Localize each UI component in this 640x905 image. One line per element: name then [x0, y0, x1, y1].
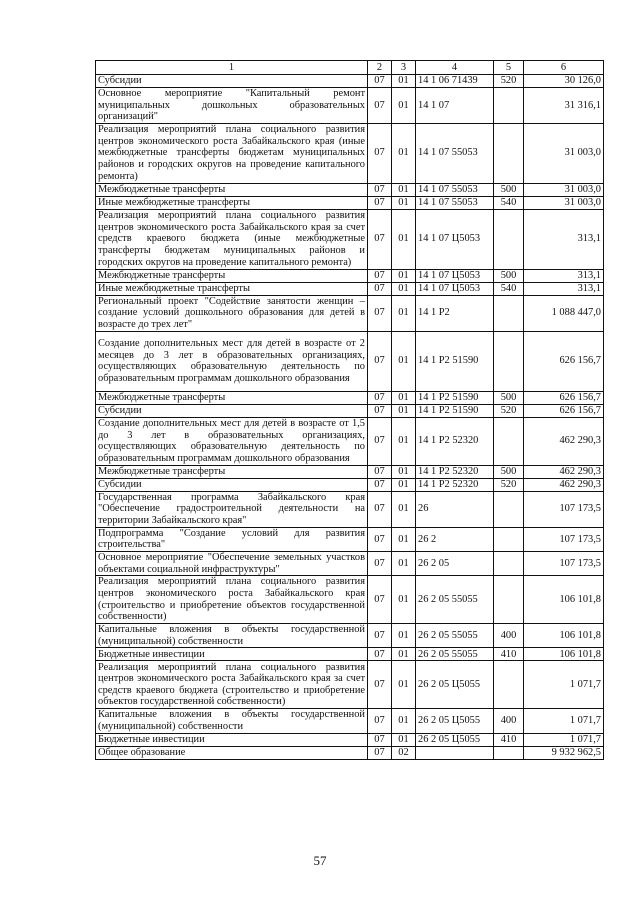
row-subsection: 01	[392, 183, 416, 196]
row-subsection: 01	[392, 282, 416, 295]
row-amount: 313,1	[524, 209, 604, 269]
row-expense-type	[494, 123, 524, 183]
row-name: Реализация мероприятий плана социального развития центров экономического роста Забайкальского края (иные межбюджетные трансферты бюджетам муниципальных районов и городских округов на проведение капитального ремонта)	[96, 123, 368, 183]
row-expense-type	[494, 661, 524, 709]
table-row	[96, 551, 604, 575]
row-amount: 626 156,7	[524, 404, 604, 417]
row-name: Межбюджетные трансферты	[96, 269, 368, 282]
header-col-3: 3	[392, 61, 416, 75]
row-target-article: 26 2	[416, 527, 494, 551]
row-amount: 31 003,0	[524, 123, 604, 183]
table-row	[96, 576, 604, 624]
row-subsection: 01	[392, 88, 416, 124]
row-subsection: 01	[392, 576, 416, 624]
row-expense-type: 500	[494, 269, 524, 282]
table-row	[96, 491, 604, 527]
row-expense-type	[494, 331, 524, 391]
row-name: Создание дополнительных мест для детей в возрасте от 2 месяцев до 3 лет в образовательных организациях, осуществляющих образовательную деятельность по образовательным программам дошкольного образования	[96, 331, 368, 391]
table-row	[96, 183, 604, 196]
row-section: 07	[368, 551, 392, 575]
row-subsection: 01	[392, 661, 416, 709]
table-row	[96, 624, 604, 648]
table-row	[96, 88, 604, 124]
row-amount: 106 101,8	[524, 624, 604, 648]
page-number: 57	[313, 853, 327, 868]
budget-table	[95, 60, 604, 760]
row-subsection: 01	[392, 417, 416, 465]
row-expense-type	[494, 88, 524, 124]
row-expense-type: 540	[494, 196, 524, 209]
row-name: Межбюджетные трансферты	[96, 391, 368, 404]
row-amount: 9 932 962,5	[524, 746, 604, 759]
table-row	[96, 269, 604, 282]
row-section: 07	[368, 183, 392, 196]
row-target-article: 26 2 05	[416, 551, 494, 575]
row-section: 07	[368, 465, 392, 478]
row-name: Иные межбюджетные трансферты	[96, 282, 368, 295]
row-expense-type	[494, 417, 524, 465]
row-section: 07	[368, 576, 392, 624]
row-name: Государственная программа Забайкальского края "Обеспечение градостроительной деятельности на территории Забайкальского края"	[96, 491, 368, 527]
row-section: 07	[368, 478, 392, 491]
table-row	[96, 527, 604, 551]
row-subsection: 01	[392, 209, 416, 269]
row-amount: 106 101,8	[524, 648, 604, 661]
row-amount: 106 101,8	[524, 576, 604, 624]
table-row	[96, 295, 604, 331]
row-name: Реализация мероприятий плана социального развития центров экономического роста Забайкальского края за счет средств краевого бюджета (строительство и приобретение объектов государственной собственности)	[96, 661, 368, 709]
header-col-4: 4	[416, 61, 494, 75]
row-section: 07	[368, 709, 392, 733]
row-subsection: 01	[392, 295, 416, 331]
row-target-article: 14 1 P2 51590	[416, 404, 494, 417]
table-row	[96, 661, 604, 709]
row-name: Межбюджетные трансферты	[96, 465, 368, 478]
row-target-article: 26 2 05 Ц5055	[416, 661, 494, 709]
header-col-5: 5	[494, 61, 524, 75]
row-target-article: 26 2 05 55055	[416, 624, 494, 648]
row-expense-type: 500	[494, 465, 524, 478]
table-row	[96, 282, 604, 295]
row-expense-type: 400	[494, 709, 524, 733]
table-body	[96, 75, 604, 760]
row-section: 07	[368, 88, 392, 124]
row-subsection: 01	[392, 478, 416, 491]
row-target-article: 14 1 P2	[416, 295, 494, 331]
row-name: Иные межбюджетные трансферты	[96, 196, 368, 209]
row-name: Субсидии	[96, 478, 368, 491]
budget-table-container	[95, 60, 603, 760]
header-col-2: 2	[368, 61, 392, 75]
row-target-article: 14 1 07	[416, 88, 494, 124]
row-name: Межбюджетные трансферты	[96, 183, 368, 196]
row-expense-type: 520	[494, 404, 524, 417]
row-expense-type	[494, 746, 524, 759]
row-section: 07	[368, 75, 392, 88]
row-section: 07	[368, 404, 392, 417]
row-expense-type	[494, 551, 524, 575]
table-row	[96, 391, 604, 404]
row-expense-type	[494, 491, 524, 527]
row-name: Основное мероприятие "Капитальный ремонт муниципальных дошкольных образовательных организаций"	[96, 88, 368, 124]
row-target-article: 14 1 07 Ц5053	[416, 269, 494, 282]
row-target-article	[416, 746, 494, 759]
row-name: Реализация мероприятий плана социального развития центров экономического роста Забайкальского края (строительство и приобретение объектов государственной собственности)	[96, 576, 368, 624]
row-expense-type: 520	[494, 75, 524, 88]
row-expense-type: 540	[494, 282, 524, 295]
row-expense-type: 400	[494, 624, 524, 648]
row-section: 07	[368, 295, 392, 331]
row-amount: 31 003,0	[524, 196, 604, 209]
table-row	[96, 417, 604, 465]
row-amount: 107 173,5	[524, 491, 604, 527]
row-subsection: 01	[392, 196, 416, 209]
row-subsection: 01	[392, 491, 416, 527]
row-target-article: 14 1 P2 51590	[416, 331, 494, 391]
row-section: 07	[368, 196, 392, 209]
header-col-6: 6	[524, 61, 604, 75]
row-name: Капитальные вложения в объекты государственной (муниципальной) собственности	[96, 709, 368, 733]
row-name: Бюджетные инвестиции	[96, 648, 368, 661]
row-section: 07	[368, 746, 392, 759]
row-amount: 1 071,7	[524, 709, 604, 733]
row-name: Общее образование	[96, 746, 368, 759]
row-name: Реализация мероприятий плана социального развития центров экономического роста Забайкальского края за счет средств краевого бюджета (иные межбюджетные трансферты бюджетам муниципальных районов и городских округов на проведение капитального ремонта)	[96, 209, 368, 269]
row-name: Капитальные вложения в объекты государственной (муниципальной) собственности	[96, 624, 368, 648]
row-amount: 31 316,1	[524, 88, 604, 124]
row-expense-type	[494, 209, 524, 269]
row-section: 07	[368, 648, 392, 661]
row-target-article: 14 1 07 55053	[416, 123, 494, 183]
row-amount: 462 290,3	[524, 478, 604, 491]
row-subsection: 01	[392, 527, 416, 551]
table-row	[96, 404, 604, 417]
row-subsection: 01	[392, 391, 416, 404]
row-subsection: 01	[392, 75, 416, 88]
row-amount: 107 173,5	[524, 527, 604, 551]
row-target-article: 14 1 P2 52320	[416, 478, 494, 491]
row-amount: 313,1	[524, 269, 604, 282]
row-name: Подпрограмма "Создание условий для развития строительства"	[96, 527, 368, 551]
row-subsection: 01	[392, 648, 416, 661]
row-target-article: 14 1 07 Ц5053	[416, 282, 494, 295]
table-row	[96, 209, 604, 269]
row-section: 07	[368, 209, 392, 269]
table-row	[96, 196, 604, 209]
row-section: 07	[368, 269, 392, 282]
row-name: Региональный проект "Содействие занятости женщин – создание условий дошкольного образования для детей в возрасте до трех лет"	[96, 295, 368, 331]
row-subsection: 01	[392, 123, 416, 183]
row-amount: 107 173,5	[524, 551, 604, 575]
row-subsection: 01	[392, 551, 416, 575]
row-expense-type: 410	[494, 733, 524, 746]
row-expense-type	[494, 576, 524, 624]
table-row	[96, 709, 604, 733]
row-section: 07	[368, 624, 392, 648]
row-section: 07	[368, 123, 392, 183]
row-amount: 30 126,0	[524, 75, 604, 88]
row-section: 07	[368, 417, 392, 465]
row-section: 07	[368, 733, 392, 746]
row-target-article: 26 2 05 55055	[416, 576, 494, 624]
row-amount: 1 071,7	[524, 661, 604, 709]
row-target-article: 14 1 06 71439	[416, 75, 494, 88]
table-row	[96, 746, 604, 759]
row-expense-type	[494, 527, 524, 551]
row-section: 07	[368, 491, 392, 527]
table-row	[96, 465, 604, 478]
row-target-article: 26 2 05 Ц5055	[416, 733, 494, 746]
row-subsection: 01	[392, 269, 416, 282]
row-amount: 1 071,7	[524, 733, 604, 746]
row-expense-type: 410	[494, 648, 524, 661]
table-row	[96, 478, 604, 491]
row-name: Бюджетные инвестиции	[96, 733, 368, 746]
row-name: Субсидии	[96, 75, 368, 88]
row-amount: 1 088 447,0	[524, 295, 604, 331]
row-amount: 462 290,3	[524, 417, 604, 465]
row-name: Субсидии	[96, 404, 368, 417]
row-target-article: 14 1 P2 52320	[416, 417, 494, 465]
row-subsection: 01	[392, 709, 416, 733]
row-target-article: 14 1 07 55053	[416, 196, 494, 209]
row-subsection: 01	[392, 733, 416, 746]
row-amount: 462 290,3	[524, 465, 604, 478]
row-target-article: 26	[416, 491, 494, 527]
row-expense-type: 500	[494, 183, 524, 196]
row-section: 07	[368, 331, 392, 391]
table-row	[96, 123, 604, 183]
table-row	[96, 331, 604, 391]
row-subsection: 02	[392, 746, 416, 759]
row-subsection: 01	[392, 624, 416, 648]
row-name: Основное мероприятие "Обеспечение земельных участков объектами социальной инфраструктуры"	[96, 551, 368, 575]
row-amount: 313,1	[524, 282, 604, 295]
row-name: Создание дополнительных мест для детей в возрасте от 1,5 до 3 лет в образовательных организациях, осуществляющих образовательную деятельность по образовательным программам дошкольного образования	[96, 417, 368, 465]
row-target-article: 26 2 05 55055	[416, 648, 494, 661]
row-target-article: 14 1 P2 52320	[416, 465, 494, 478]
row-section: 07	[368, 391, 392, 404]
row-target-article: 14 1 P2 51590	[416, 391, 494, 404]
row-subsection: 01	[392, 404, 416, 417]
row-section: 07	[368, 282, 392, 295]
row-expense-type	[494, 295, 524, 331]
row-expense-type: 520	[494, 478, 524, 491]
row-amount: 626 156,7	[524, 331, 604, 391]
row-target-article: 26 2 05 Ц5055	[416, 709, 494, 733]
table-row	[96, 75, 604, 88]
row-section: 07	[368, 527, 392, 551]
row-section: 07	[368, 661, 392, 709]
header-col-1: 1	[96, 61, 368, 75]
row-target-article: 14 1 07 55053	[416, 183, 494, 196]
row-amount: 626 156,7	[524, 391, 604, 404]
row-target-article: 14 1 07 Ц5053	[416, 209, 494, 269]
row-subsection: 01	[392, 465, 416, 478]
table-row	[96, 733, 604, 746]
header-row	[96, 61, 604, 75]
table-row	[96, 648, 604, 661]
row-amount: 31 003,0	[524, 183, 604, 196]
row-expense-type: 500	[494, 391, 524, 404]
row-subsection: 01	[392, 331, 416, 391]
